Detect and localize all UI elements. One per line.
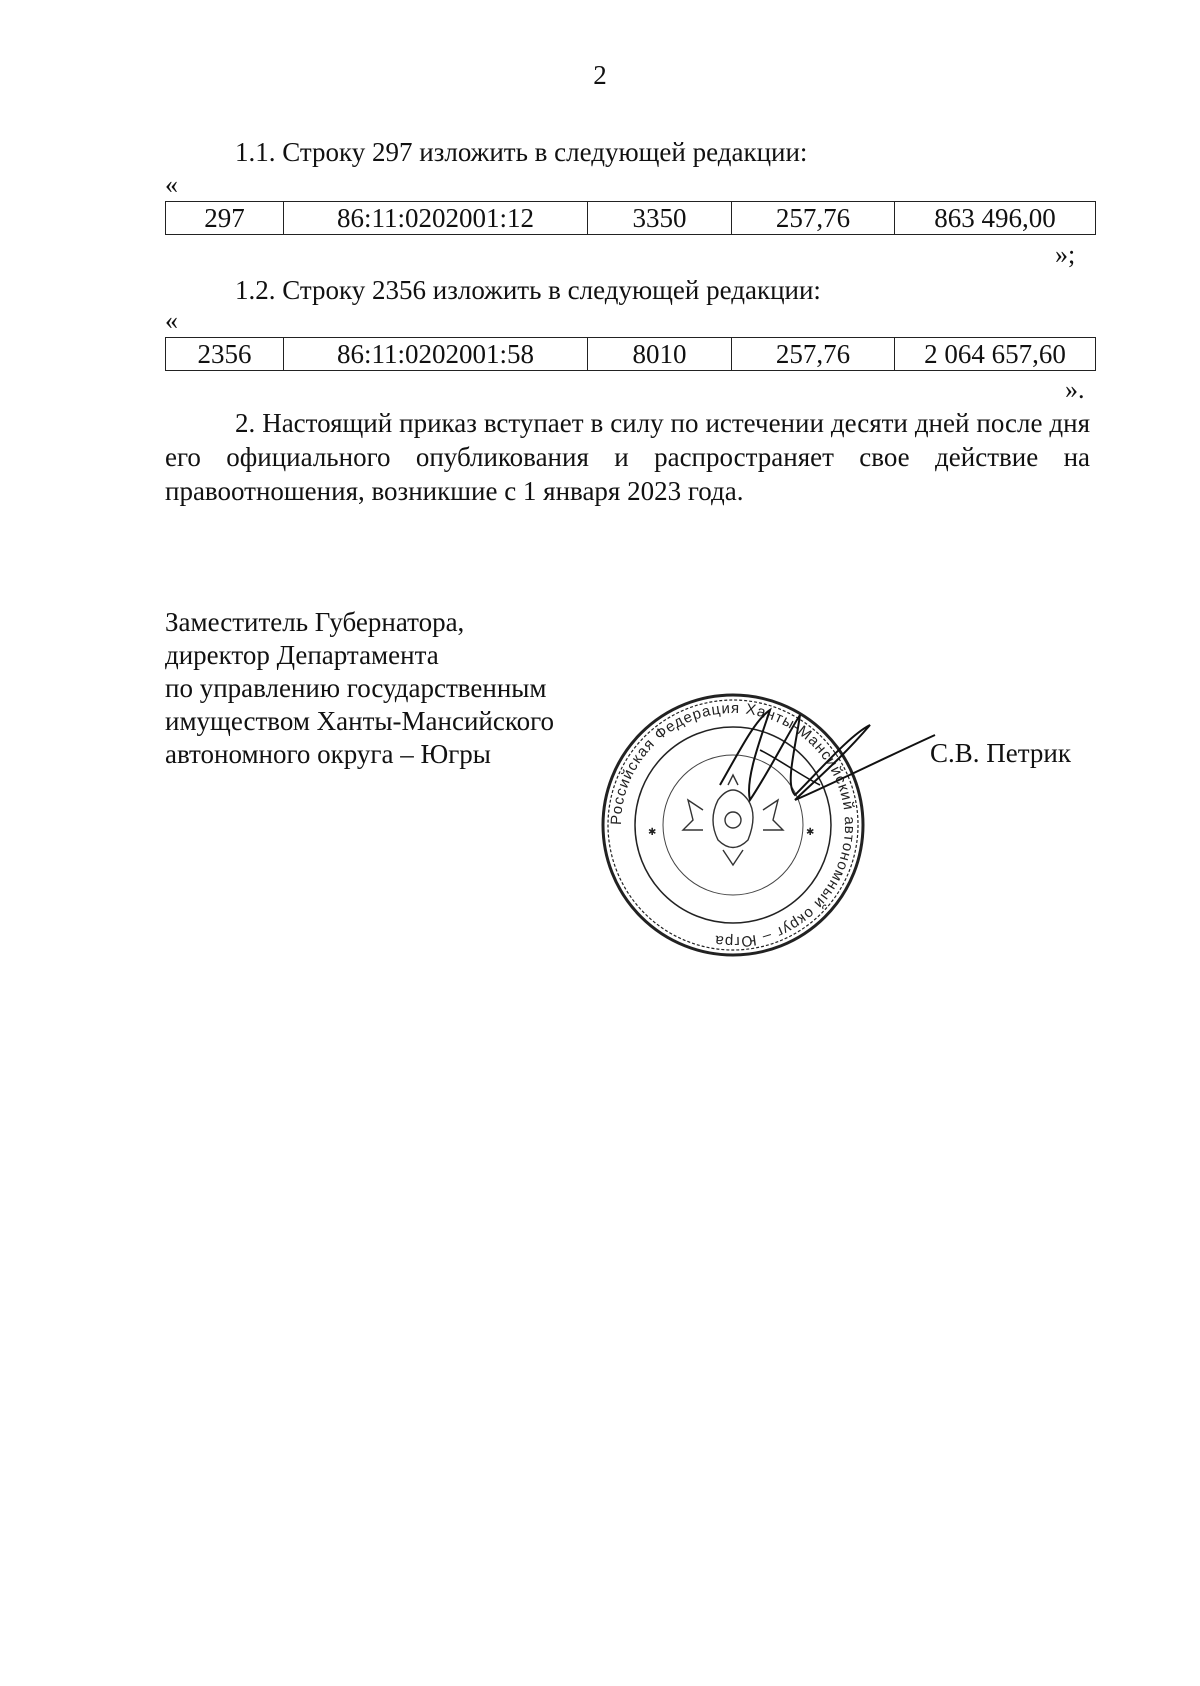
- cell-row-number: 2356: [166, 338, 284, 371]
- signatory-line: автономного округа – Югры: [165, 739, 491, 769]
- signatory-line: Заместитель Губернатора,: [165, 607, 465, 637]
- open-quote-1: «: [165, 170, 178, 199]
- cell-cadastral-number: 86:11:0202001:12: [284, 202, 588, 235]
- cell-cadastral-number: 86:11:0202001:58: [284, 338, 588, 371]
- signatory-line: имуществом Ханты-Мансийского: [165, 706, 554, 736]
- item-2-text: [165, 406, 1090, 508]
- close-quote-2: ».: [1065, 375, 1085, 404]
- signatory-name: С.В. Петрик: [930, 738, 1071, 768]
- signatory-line: директор Департамента: [165, 640, 439, 670]
- cell-value: 2 064 657,60: [895, 338, 1096, 371]
- signatory-title: [165, 606, 554, 771]
- close-quote-1: »;: [1055, 240, 1076, 269]
- cell-rate: 257,76: [732, 202, 895, 235]
- svg-text:✱: ✱: [648, 827, 657, 838]
- item-1-2-text: 1.2. Строку 2356 изложить в следующей редакции:: [235, 275, 821, 305]
- handwritten-signature-icon: [700, 690, 940, 840]
- cell-area: 3350: [588, 202, 732, 235]
- open-quote-2: «: [165, 306, 178, 335]
- page-number: 2: [593, 60, 607, 90]
- table-row-297: [165, 201, 1096, 235]
- cell-rate: 257,76: [732, 338, 895, 371]
- seal-text: Российская Федерация Ханты-Мансийский автономный округ – Югра: [607, 699, 859, 951]
- table-row-2356: [165, 337, 1096, 371]
- cell-value: 863 496,00: [895, 202, 1096, 235]
- svg-text:✱: ✱: [806, 827, 815, 838]
- cell-row-number: 297: [166, 202, 284, 235]
- cell-area: 8010: [588, 338, 732, 371]
- item-1-1-text: 1.1. Строку 297 изложить в следующей редакции:: [235, 137, 808, 167]
- item-2-paragraph: 2. Настоящий приказ вступает в силу по истечении десяти дней после дня его официального опубликования и распространяет свое действие на правоотношения, возникшие с 1 января 2023 года.: [165, 408, 1090, 506]
- signatory-line: по управлению государственным: [165, 673, 547, 703]
